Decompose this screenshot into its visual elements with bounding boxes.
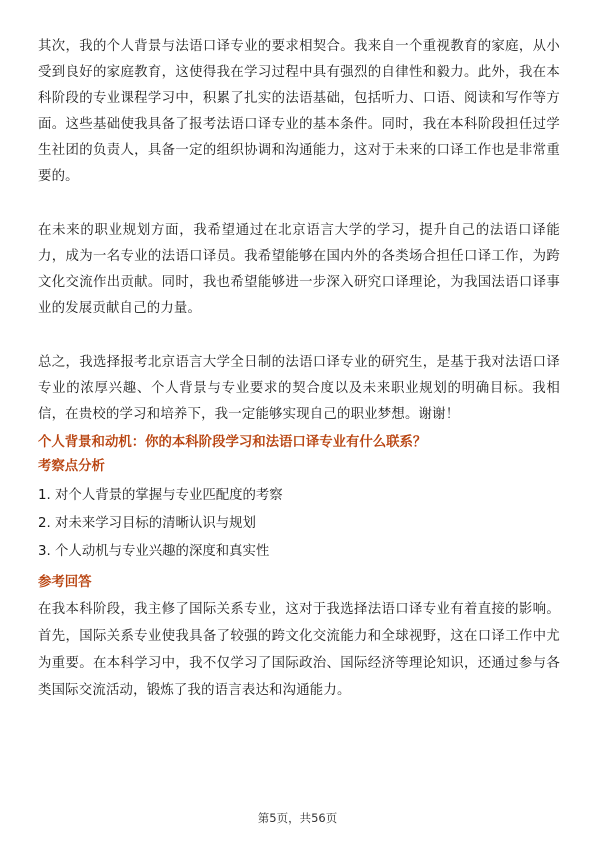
list-item: 2. 对未来学习目标的清晰认识与规划 — [38, 516, 256, 531]
list-item: 1. 对个人背景的掌握与专业匹配度的考察 — [38, 488, 283, 503]
question-heading: 个人背景和动机：你的本科阶段学习和法语口译专业有什么联系？ — [38, 435, 427, 450]
answer-title: 参考回答 — [38, 575, 92, 590]
analysis-list — [38, 482, 560, 566]
answer-text: 在我本科阶段，我主修了国际关系专业，这对于我选择法语口译专业有着直接的影响。首先，国际关系专业使我具备了较强的跨文化交流能力和全球视野，这在口译工作中尤为重要。在本科学习中，我不仅学习了国际政治、国际经济等理论知识，还通过参与各类国际交流活动，锻炼了我的语言表达和沟通能力。 — [38, 602, 560, 698]
document-body — [38, 34, 560, 704]
page-number: 第5页，共56页 — [257, 811, 338, 825]
list-item: 3. 个人动机与专业兴趣的深度和真实性 — [38, 544, 270, 559]
paragraph-career-plan: 在未来的职业规划方面，我希望通过在北京语言大学的学习，提升自己的法语口译能力，成为一名专业的法语口译员。我希望能够在国内外的各类场合担任口译工作，为跨文化交流作出贡献。同时，我也希望能够进一步深入研究口译理论，为我国法语口译事业的发展贡献自己的力量。 — [38, 223, 560, 316]
paragraph-background: 其次，我的个人背景与法语口译专业的要求相契合。我来自一个重视教育的家庭，从小受到良好的家庭教育，这使得我在学习过程中具有强烈的自律性和毅力。此外，我在本科阶段的专业课程学习中，积累了扎实的法语基础，包括听力、口语、阅读和写作等方面。这些基础使我具备了报考法语口译专业的基本条件。同时，我在本科阶段担任过学生社团的负责人，具备一定的组织协调和沟通能力，这对于未来的口译工作也是非常重要的。 — [38, 39, 560, 184]
paragraph-conclusion: 总之，我选择报考北京语言大学全日制的法语口译专业的研究生，是基于我对法语口译专业的浓厚兴趣、个人背景与专业要求的契合度以及未来职业规划的明确目标。我相信，在贵校的学习和培养下，我一定能够实现自己的职业梦想。谢谢！ — [38, 355, 560, 422]
analysis-title: 考察点分析 — [38, 459, 105, 474]
